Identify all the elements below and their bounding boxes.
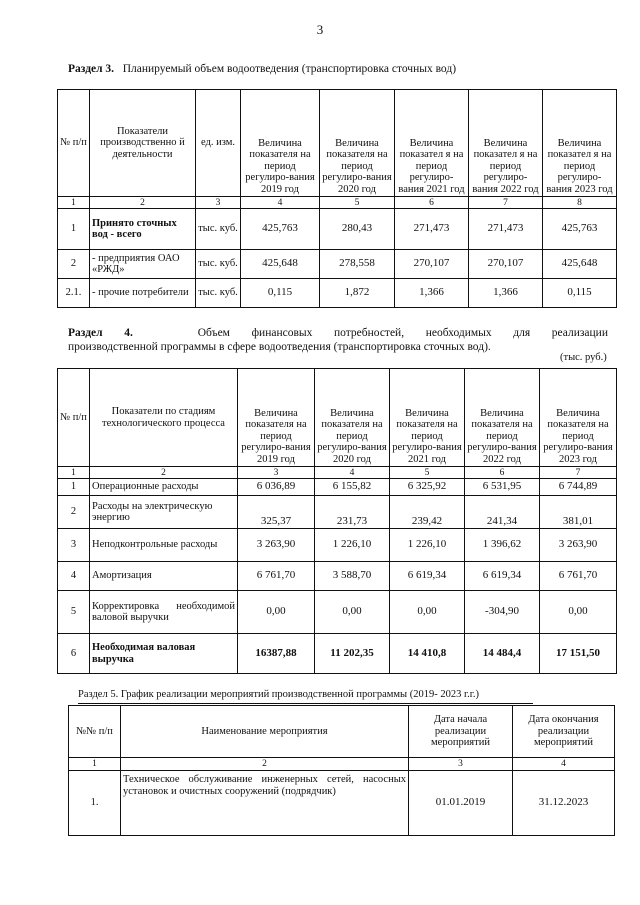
header-cell: Величина показател я на период регулиро-вания 2022 год xyxy=(469,90,543,197)
column-number: 6 xyxy=(395,197,469,209)
value-cell: 6 761,70 xyxy=(540,562,617,591)
column-number: 4 xyxy=(315,467,390,479)
row-name: Корректировка необходимой валовой выручки xyxy=(90,591,238,634)
value-cell: 278,558 xyxy=(320,250,395,279)
value-cell: 11 202,35 xyxy=(315,634,390,674)
section-3-label: Раздел 3. xyxy=(68,63,115,75)
table-row xyxy=(69,771,615,836)
section-4-number-row xyxy=(58,467,617,479)
section-3-number-row xyxy=(58,197,617,209)
page-number: 3 xyxy=(316,22,324,37)
table-row xyxy=(58,591,617,634)
section-3-title: Планируемый объем водоотведения (транспортировка сточных вод) xyxy=(122,63,457,75)
table-row xyxy=(58,209,617,250)
value-cell: 1,366 xyxy=(469,279,543,308)
value-cell: 16387,88 xyxy=(238,634,315,674)
value-cell: 6 155,82 xyxy=(315,479,390,496)
header-cell: №№ п/п xyxy=(69,706,121,758)
column-number: 6 xyxy=(465,467,540,479)
value-cell: 270,107 xyxy=(469,250,543,279)
value-cell: 6 531,95 xyxy=(465,479,540,496)
value-cell: 1,872 xyxy=(320,279,395,308)
section-3-table xyxy=(57,89,617,308)
column-number: 5 xyxy=(320,197,395,209)
section-3-header-row xyxy=(58,90,617,197)
header-cell: Показатели по стадиям технологического процесса xyxy=(90,369,238,467)
value-cell: 231,73 xyxy=(315,496,390,529)
activity-name: Техническое обслуживание инженерных сетей, насосных установок и очистных сооружений (подрядчик) xyxy=(121,771,409,836)
row-unit: тыс. куб. xyxy=(196,279,241,308)
value-cell: 1 396,62 xyxy=(465,529,540,562)
header-cell: Величина показател я на период регулиро-вания 2021 год xyxy=(395,90,469,197)
value-cell: 425,648 xyxy=(543,250,617,279)
value-cell: 6 744,89 xyxy=(540,479,617,496)
row-name: - предприятия ОАО «РЖД» xyxy=(90,250,196,279)
row-name: Необходимая валовая выручка xyxy=(90,634,238,674)
value-cell: 425,648 xyxy=(241,250,320,279)
table-row xyxy=(58,479,617,496)
column-number: 2 xyxy=(90,197,196,209)
value-cell: 280,43 xyxy=(320,209,395,250)
row-name: Принято сточных вод - всего xyxy=(90,209,196,250)
row-number: 1 xyxy=(58,479,90,496)
value-cell: 6 619,34 xyxy=(390,562,465,591)
column-number: 7 xyxy=(540,467,617,479)
value-cell: 6 036,89 xyxy=(238,479,315,496)
value-cell: 14 410,8 xyxy=(390,634,465,674)
value-cell: 0,00 xyxy=(540,591,617,634)
row-number: 4 xyxy=(58,562,90,591)
column-number: 3 xyxy=(409,758,513,771)
value-cell: 3 263,90 xyxy=(540,529,617,562)
table-row xyxy=(58,279,617,308)
value-cell: 6 619,34 xyxy=(465,562,540,591)
section-5-number-row xyxy=(69,758,615,771)
section-3-heading xyxy=(68,62,608,76)
value-cell: 270,107 xyxy=(395,250,469,279)
value-cell: 271,473 xyxy=(395,209,469,250)
section-4-title-line-1: Объем финансовых потребностей, необходимых для реализации xyxy=(197,327,608,339)
value-cell: 1 226,10 xyxy=(315,529,390,562)
header-cell: Дата начала реализации мероприятий xyxy=(409,706,513,758)
row-name: - прочие потребители xyxy=(90,279,196,308)
row-name: Амортизация xyxy=(90,562,238,591)
value-cell: -304,90 xyxy=(465,591,540,634)
value-cell: 241,34 xyxy=(465,496,540,529)
table-row xyxy=(58,529,617,562)
header-cell: Величина показателя на период регулиро-вания 2021 год xyxy=(390,369,465,467)
section-5-header-row xyxy=(69,706,615,758)
row-unit: тыс. куб. xyxy=(196,250,241,279)
header-cell: Величина показателя на период регулиро-вания 2022 год xyxy=(465,369,540,467)
row-unit: тыс. куб. xyxy=(196,209,241,250)
value-cell: 0,00 xyxy=(315,591,390,634)
value-cell: 239,42 xyxy=(390,496,465,529)
value-cell: 6 761,70 xyxy=(238,562,315,591)
value-cell: 425,763 xyxy=(543,209,617,250)
header-cell: Величина показателя на период регулиро-вания 2023 год xyxy=(540,369,617,467)
column-number: 3 xyxy=(196,197,241,209)
header-cell: Показатели производственно й деятельности xyxy=(90,90,196,197)
column-number: 8 xyxy=(543,197,617,209)
header-cell: Величина показателя на период регулиро-вания 2020 год xyxy=(320,90,395,197)
section-4-table xyxy=(57,368,617,674)
header-cell: Величина показателя на период регулиро-вания 2019 год xyxy=(241,90,320,197)
section-4-header-row xyxy=(58,369,617,467)
header-cell: ед. изм. xyxy=(196,90,241,197)
value-cell: 3 263,90 xyxy=(238,529,315,562)
value-cell: 0,115 xyxy=(241,279,320,308)
column-number: 4 xyxy=(241,197,320,209)
column-number: 3 xyxy=(238,467,315,479)
row-name: Расходы на электрическую энергию xyxy=(90,496,238,529)
row-name: Операционные расходы xyxy=(90,479,238,496)
header-cell: № п/п xyxy=(58,90,90,197)
section-4-unit: (тыс. руб.) xyxy=(560,352,607,363)
value-cell: 1 226,10 xyxy=(390,529,465,562)
row-number: 5 xyxy=(58,591,90,634)
row-number: 1 xyxy=(58,209,90,250)
row-number: 3 xyxy=(58,529,90,562)
row-number: 6 xyxy=(58,634,90,674)
column-number: 5 xyxy=(390,467,465,479)
section-5-table xyxy=(68,705,615,836)
value-cell: 325,37 xyxy=(238,496,315,529)
value-cell: 17 151,50 xyxy=(540,634,617,674)
column-number: 1 xyxy=(58,467,90,479)
value-cell: 14 484,4 xyxy=(465,634,540,674)
row-number: 2 xyxy=(58,250,90,279)
value-cell: 271,473 xyxy=(469,209,543,250)
value-cell: 0,115 xyxy=(543,279,617,308)
start-date: 01.01.2019 xyxy=(409,771,513,836)
header-cell: № п/п xyxy=(58,369,90,467)
section-4-heading xyxy=(68,326,608,340)
section-4-label: Раздел 4. xyxy=(68,327,133,339)
value-cell: 0,00 xyxy=(238,591,315,634)
row-name: Неподконтрольные расходы xyxy=(90,529,238,562)
column-number: 2 xyxy=(121,758,409,771)
table-row xyxy=(58,634,617,674)
column-number: 1 xyxy=(58,197,90,209)
end-date: 31.12.2023 xyxy=(513,771,615,836)
value-cell: 0,00 xyxy=(390,591,465,634)
section-4-title-line-2: производственной программы в сфере водоотведения (транспортировка сточных вод). xyxy=(68,341,491,353)
section-5-heading-underline xyxy=(78,703,533,704)
header-cell: Дата окончания реализации мероприятий xyxy=(513,706,615,758)
column-number: 7 xyxy=(469,197,543,209)
column-number: 4 xyxy=(513,758,615,771)
column-number: 2 xyxy=(90,467,238,479)
column-number: 1 xyxy=(69,758,121,771)
section-5-heading: Раздел 5. График реализации мероприятий производственной программы (2019- 2023 г.г.) xyxy=(78,689,479,700)
table-row xyxy=(58,562,617,591)
header-cell: Величина показателя на период регулиро-вания 2020 год xyxy=(315,369,390,467)
row-number: 2 xyxy=(58,496,90,529)
value-cell: 1,366 xyxy=(395,279,469,308)
value-cell: 425,763 xyxy=(241,209,320,250)
header-cell: Величина показател я на период регулиро-вания 2023 год xyxy=(543,90,617,197)
value-cell: 3 588,70 xyxy=(315,562,390,591)
value-cell: 6 325,92 xyxy=(390,479,465,496)
table-row xyxy=(58,496,617,529)
value-cell: 381,01 xyxy=(540,496,617,529)
header-cell: Наименование мероприятия xyxy=(121,706,409,758)
header-cell: Величина показателя на период регулиро-вания 2019 год xyxy=(238,369,315,467)
row-number: 1. xyxy=(69,771,121,836)
row-number: 2.1. xyxy=(58,279,90,308)
table-row xyxy=(58,250,617,279)
